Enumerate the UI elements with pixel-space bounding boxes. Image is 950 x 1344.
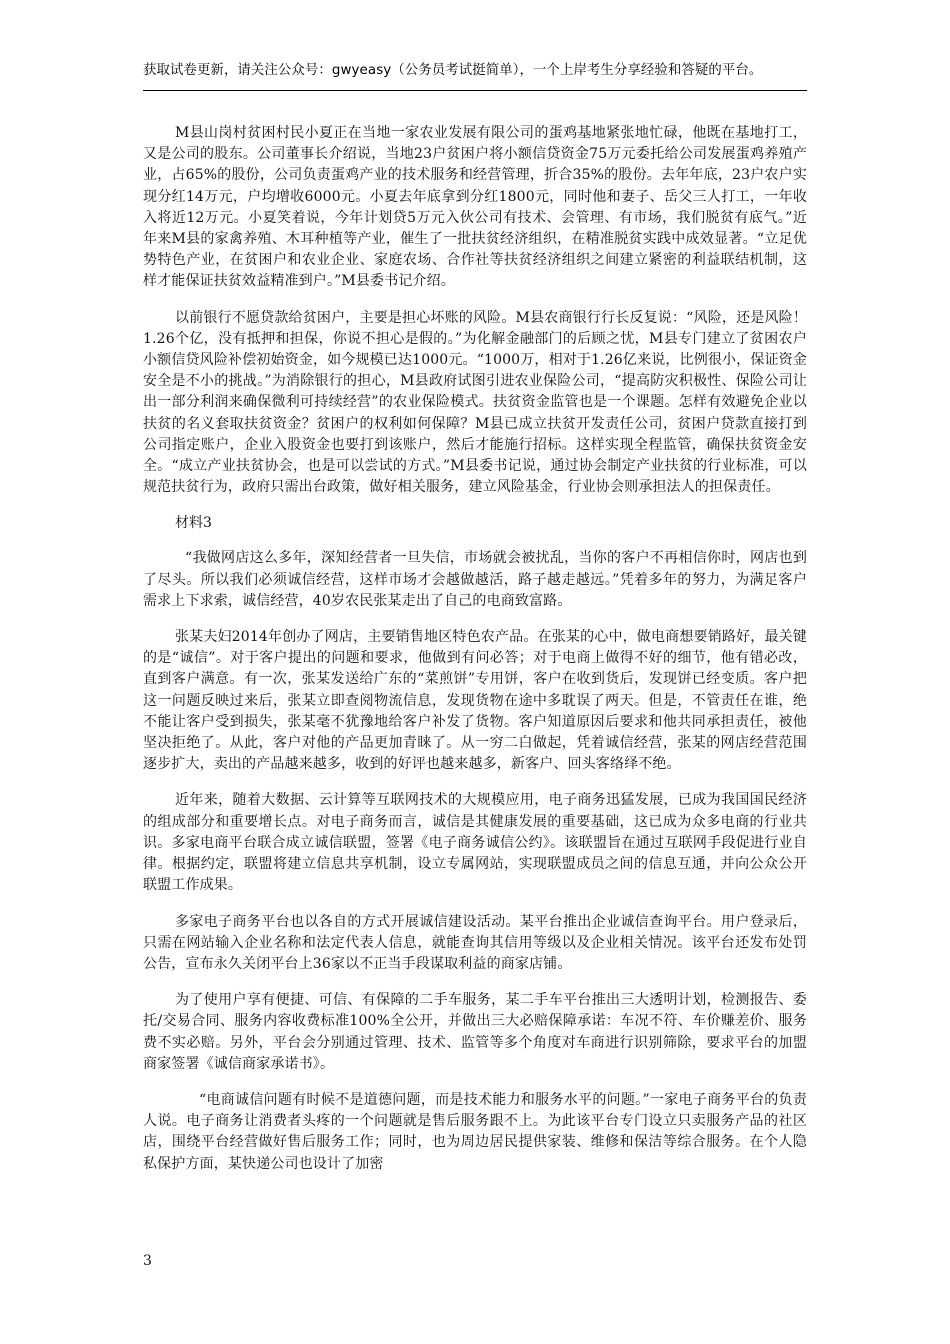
paragraph: 张某夫妇2014年创办了网店，主要销售地区特色农产品。在张某的心中，做电商想要销路好，最关键的是“诚信”。对于客户提出的问题和要求，他做到有问必答；对于电商上做得不好的细节，他有错必改，直到客户满意。有一次，张某发送给广东的“菜煎饼”专用饼，客户在收到货后，发现饼已经变质。客户把这一问题反映过来后，张某立即查阅物流信息，发现货物在途中多耽误了两天。但是，不管责任在谁，绝不能让客户受到损失，张某毫不犹豫地给客户补发了货物。客户知道原因后要求和他共同承担责任，被他坚决拒绝了。从此，客户对他的产品更加青睐了。从一穷二白做起，凭着诚信经营，张某的网店经营范围逐步扩大，卖出的产品越来越多，收到的好评也越来越多，新客户、回头客络绎不绝。 [143,629,807,773]
page-number: 3 [143,1253,152,1269]
paragraph: “电商诚信问题有时候不是道德问题，而是技术能力和服务水平的问题。”一家电子商务平台的负责人说。电子商务让消费者头疼的一个问题就是售后服务跟不上。为此该平台专门设立只卖服务产品的社区店，围绕平台经营做好售后服务工作；同时，也为周边居民提供家装、维修和保洁等综合服务。在个人隐私保护方面，某快递公司也设计了加密 [143,1091,807,1172]
paragraph: 近年来，随着大数据、云计算等互联网技术的大规模应用，电子商务迅猛发展，已成为我国国民经济的组成部分和重要增长点。对电子商务而言，诚信是其健康发展的重要基础，这已成为众多电商的行业共识。多家电商平台联合成立诚信联盟，签署《电子商务诚信公约》。该联盟旨在通过互联网手段促进行业自律。根据约定，联盟将建立信息共享机制，设立专属网站，实现联盟成员之间的信息互通，并向公众公开联盟工作成果。 [143,792,807,894]
document-body [143,123,807,1190]
paragraph: M县山岗村贫困村民小夏正在当地一家农业发展有限公司的蛋鸡基地紧张地忙碌，他既在基地打工，又是公司的股东。公司董事长介绍说，当地23户贫困户将小额信贷资金75万元委托给公司发展蛋鸡养殖产业，占65%的股份，公司负责蛋鸡产业的技术服务和经营管理，折合35%的股份。去年年底，23户农户实现分红14万元，户均增收6000元。小夏去年底拿到分红1800元，同时他和妻子、岳父三人打工，一年收入将近12万元。小夏笑着说，今年计划贷5万元入伙公司有技术、会管理、有市场，我们脱贫有底气。”近年来M县的家禽养殖、木耳种植等产业，催生了一批扶贫经济组织，在精准脱贫实践中成效显著。“立足优势特色产业，在贫困户和农业企业、家庭农场、合作社等扶贫经济组织之间建立紧密的利益联结机制，这样才能保证扶贫效益精准到户。”M县委书记介绍。 [143,125,807,290]
header-divider [143,90,807,91]
paragraph: “我做网店这么多年，深知经营者一旦失信，市场就会被扰乱，当你的客户不再相信你时，网店也到了尽头。所以我们必须诚信经营，这样市场才会越做越活，路子越走越远。”凭着多年的努力，为满足客户需求上下求索，诚信经营，40岁农民张某走出了自己的电商致富路。 [143,550,807,609]
paragraph: 多家电子商务平台也以各自的方式开展诚信建设活动。某平台推出企业诚信查询平台。用户登录后，只需在网站输入企业名称和法定代表人信息，就能查询其信用等级以及企业相关情况。该平台还发布处罚公告，宣布永久关闭平台上36家以不正当手段谋取利益的商家店铺。 [143,913,807,972]
paragraph: 以前银行不愿贷款给贫困户，主要是担心坏账的风险。M县农商银行行长反复说：“风险，还是风险！1.26个亿，没有抵押和担保，你说不担心是假的。”为化解金融部门的后顾之忧，M县专门建立了贫困农户小额信贷风险补偿初始资金，如今规模已达1000元。“1000万，相对于1.26亿来说，比例很小，保证资金安全是不小的挑战。”为消除银行的担心，M县政府试图引进农业保险公司，“提高防灾积极性、保险公司让出一部分利润来确保微利可持续经营”的农业保险模式。扶贫资金监管也是一个课题。怎样有效避免企业以扶贫的名义套取扶贫资金？贫困户的权利如何保障？M县已成立扶贫开发责任公司，贫困户贷款直接打到公司指定账户，企业入股资金也要打到该账户，然后才能施行招标。这样实现全程监管，确保扶贫资金安全。“成立产业扶贫协会，也是可以尝试的方式。”M县委书记说，通过协会制定产业扶贫的行业标准，可以规范扶贫行为，政府只需出台政策，做好相关服务，建立风险基金，行业协会则承担法人的担保责任。 [143,309,807,496]
header-notice: 获取试卷更新，请关注公众号：gwyeasy（公务员考试挺简单），一个上岸考生分享经验和答疑的平台。 [143,63,763,78]
paragraph: 为了使用户享有便捷、可信、有保障的二手车服务，某二手车平台推出三大透明计划，检测报告、委托/交易合同、服务内容收费标准100%全公开，并做出三大必赔保障承诺：车况不符、车价赚差价、服务费不实必赔。另外，平台会分别通过管理、技术、监管等多个角度对车商进行识别筛除，要求平台的加盟商家签署《诚信商家承诺书》。 [143,992,807,1072]
section-title: 材料3 [175,515,212,532]
